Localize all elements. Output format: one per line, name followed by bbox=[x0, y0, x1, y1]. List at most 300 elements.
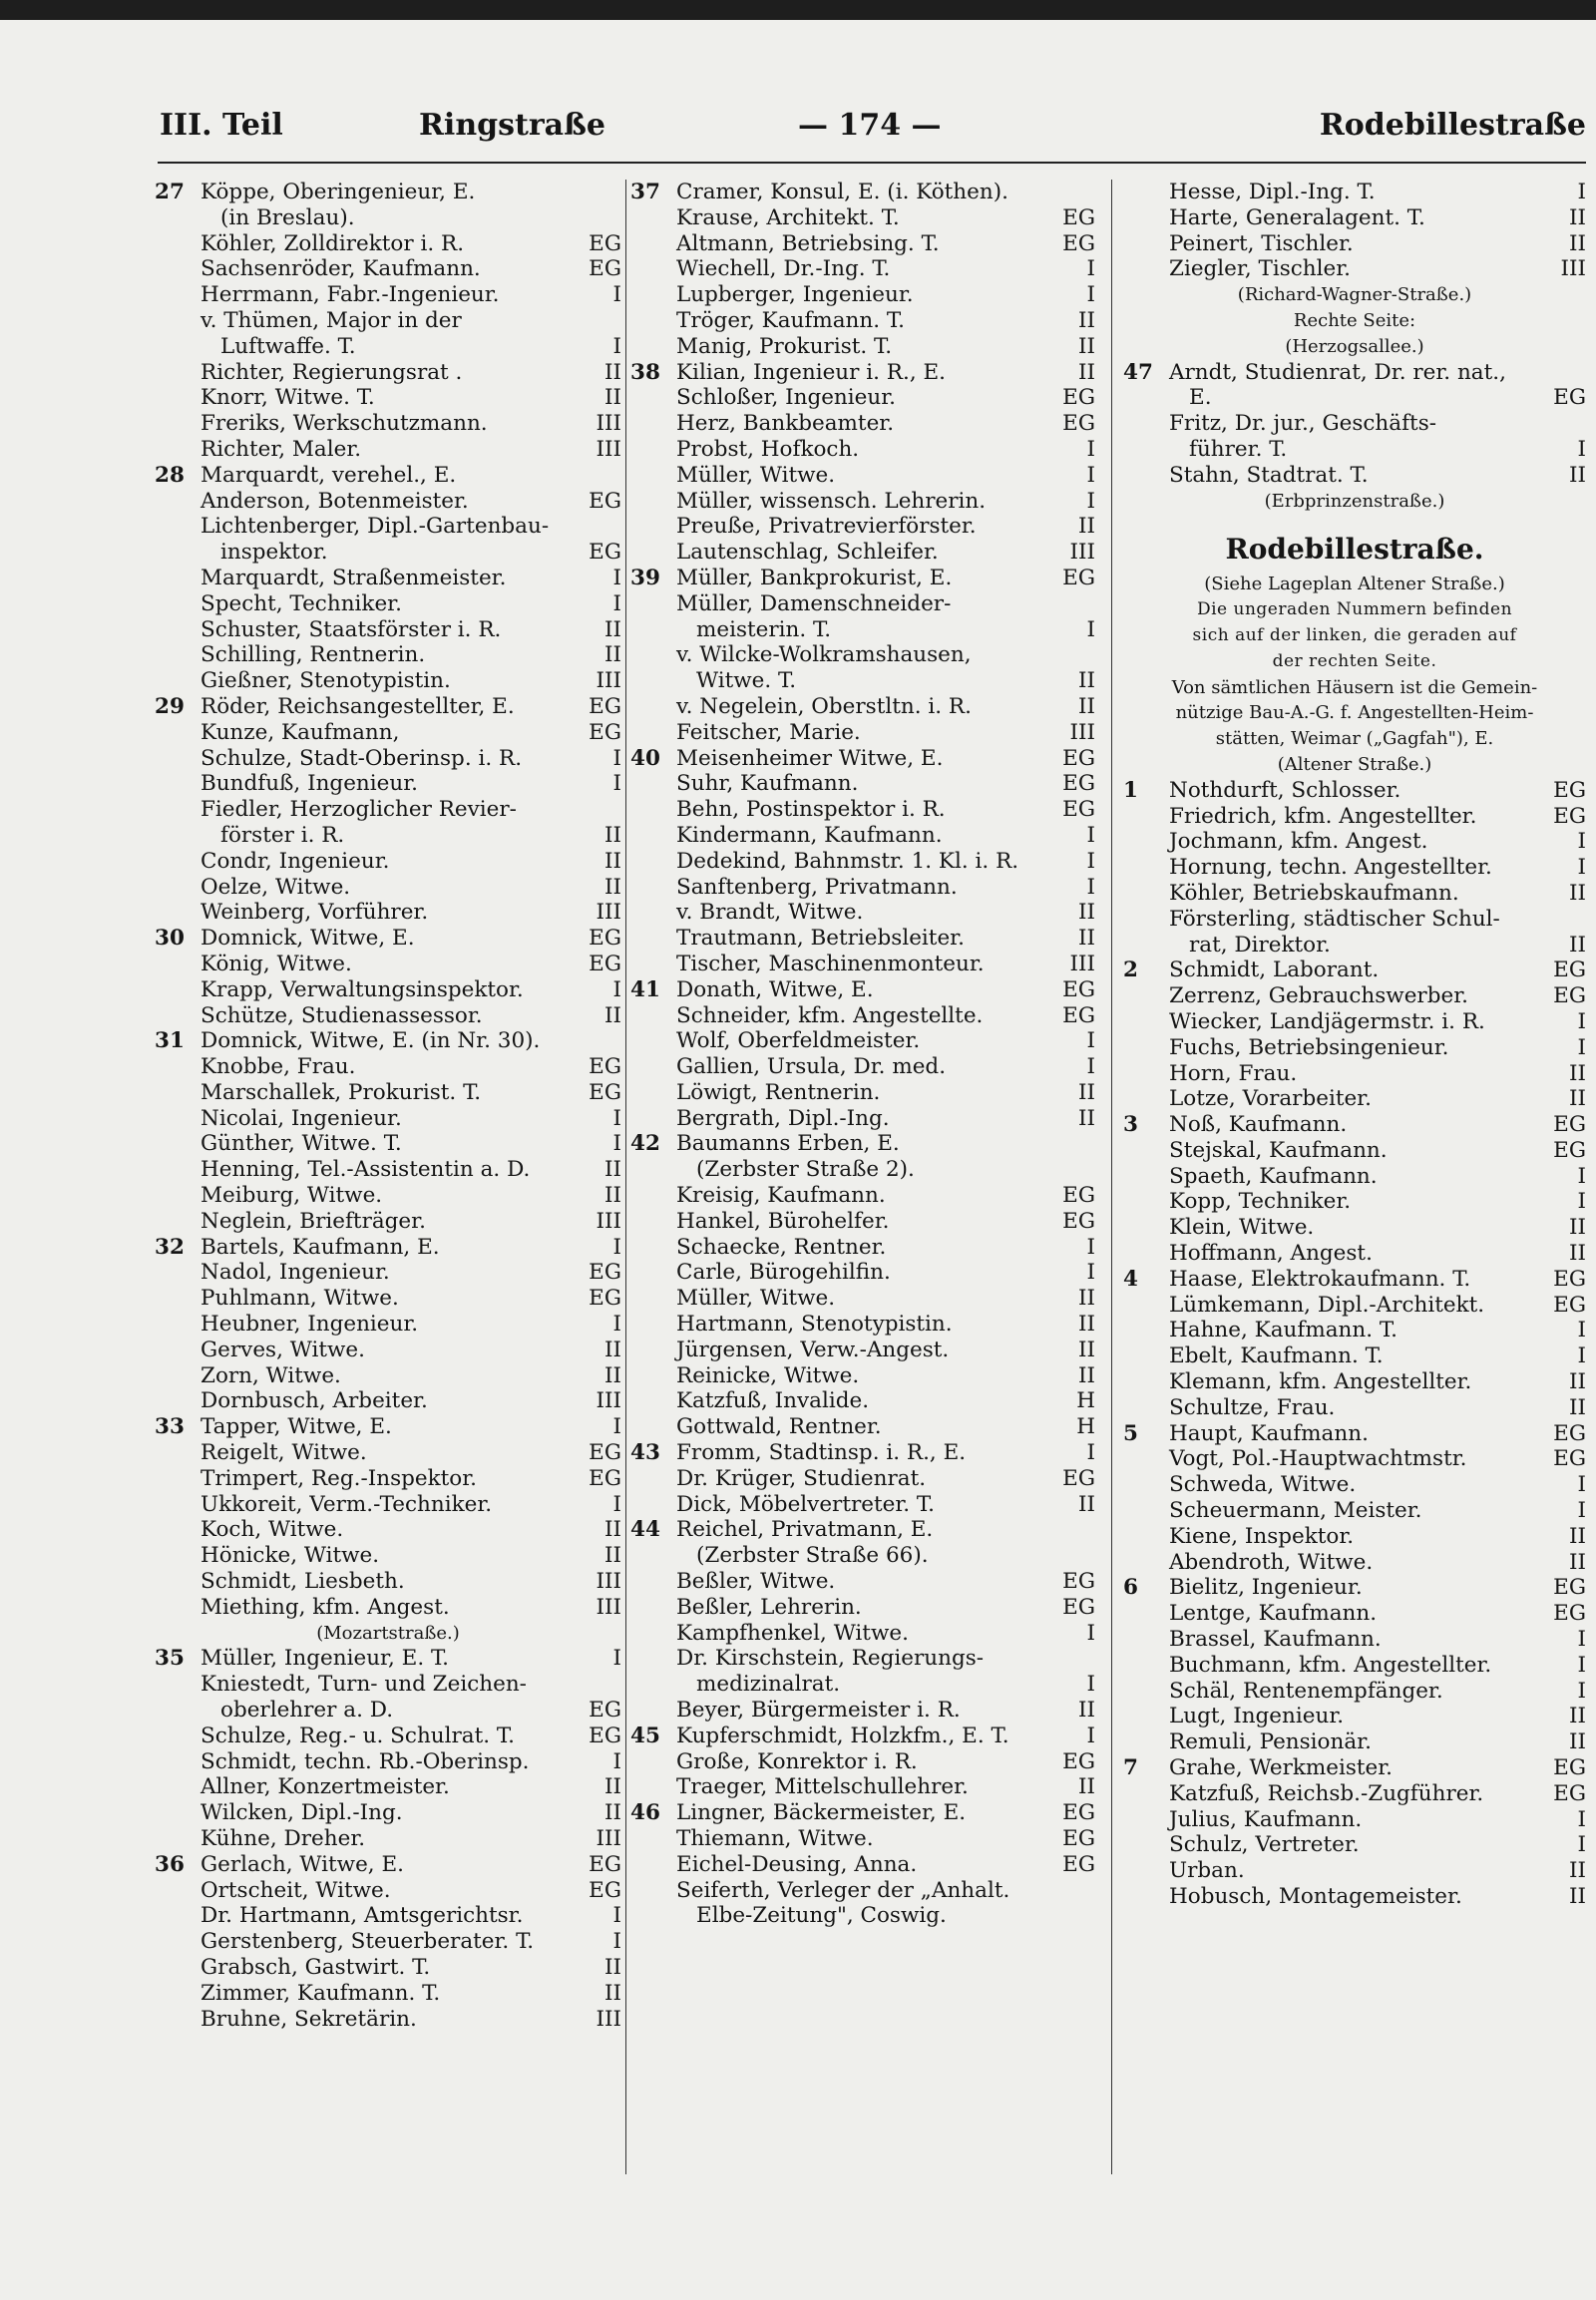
directory-entry bbox=[630, 900, 1095, 926]
resident-name: Brassel, Kaufmann. bbox=[1169, 1627, 1382, 1653]
resident-name: Ortscheit, Witwe. bbox=[200, 1877, 391, 1903]
directory-entry bbox=[155, 437, 621, 463]
directory-entry bbox=[630, 642, 1095, 668]
floor-label: II bbox=[604, 1337, 621, 1362]
directory-entry bbox=[155, 1724, 621, 1749]
floor-label: III bbox=[1560, 256, 1586, 282]
resident-name: Dick, Möbelvertreter. T. bbox=[676, 1491, 935, 1517]
directory-entry bbox=[1123, 1729, 1586, 1755]
directory-entry bbox=[630, 720, 1095, 746]
resident-name: E. bbox=[1189, 385, 1212, 411]
directory-entry bbox=[630, 926, 1095, 952]
resident-name: Dr. Hartmann, Amtsgerichtsr. bbox=[200, 1903, 524, 1929]
directory-entry bbox=[155, 1363, 621, 1389]
floor-label: II bbox=[604, 616, 621, 642]
resident-name: Condr, Ingenieur. bbox=[200, 848, 390, 874]
resident-name: Ebelt, Kaufmann. T. bbox=[1169, 1343, 1384, 1369]
resident-name: Schulze, Reg.- u. Schulrat. T. bbox=[200, 1723, 515, 1748]
floor-label: EG bbox=[1062, 204, 1095, 230]
floor-label: II bbox=[604, 1517, 621, 1543]
directory-entry bbox=[630, 1903, 1095, 1929]
directory-entry bbox=[155, 1981, 621, 2007]
resident-name: Lingner, Bäckermeister, E. bbox=[676, 1800, 967, 1826]
resident-name: Vogt, Pol.-Hauptwachtmstr. bbox=[1169, 1446, 1467, 1472]
directory-entry bbox=[155, 720, 621, 746]
floor-label: EG bbox=[1553, 1137, 1586, 1163]
floor-label: EG bbox=[589, 693, 621, 719]
resident-name: Buchmann, kfm. Angestellter. bbox=[1169, 1652, 1492, 1678]
house-number: 28 bbox=[155, 462, 185, 488]
floor-label: EG bbox=[1553, 803, 1586, 829]
directory-entry bbox=[1123, 1704, 1586, 1729]
directory-entry bbox=[630, 308, 1095, 334]
floor-label: II bbox=[1569, 1060, 1586, 1086]
resident-name: Lichtenberger, Dipl.-Gartenbau- bbox=[200, 514, 550, 540]
directory-entry bbox=[1123, 829, 1586, 855]
street-left-title: Ringstraße bbox=[419, 108, 605, 143]
floor-label: EG bbox=[1062, 1800, 1095, 1826]
directory-entry bbox=[155, 231, 621, 257]
house-number: 5 bbox=[1123, 1420, 1138, 1446]
directory-entry bbox=[630, 1157, 1095, 1183]
resident-name: Lautenschlag, Schleifer. bbox=[676, 540, 939, 566]
floor-label: EG bbox=[1062, 230, 1095, 256]
resident-name: Bruhne, Sekretärin. bbox=[200, 2006, 417, 2032]
directory-entry bbox=[630, 514, 1095, 540]
directory-entry bbox=[155, 1131, 621, 1157]
directory-entry bbox=[155, 385, 621, 411]
directory-entry bbox=[155, 1028, 621, 1054]
resident-name: Gerlach, Witwe, E. bbox=[200, 1851, 404, 1877]
floor-label: II bbox=[604, 359, 621, 385]
resident-name: Manig, Prokurist. T. bbox=[676, 333, 893, 359]
resident-name: Bundfuß, Ingenieur. bbox=[200, 771, 418, 797]
section-note: Die ungeraden Nummern befinden bbox=[1196, 599, 1513, 620]
floor-label: II bbox=[1078, 1337, 1095, 1362]
floor-label: III bbox=[596, 411, 621, 437]
floor-label: II bbox=[1569, 204, 1586, 230]
resident-name: Müller, Bankprokurist, E. bbox=[676, 565, 953, 590]
directory-entry bbox=[155, 1106, 621, 1132]
directory-entry bbox=[155, 1209, 621, 1235]
floor-label: I bbox=[1086, 488, 1095, 514]
resident-name: Suhr, Kaufmann. bbox=[676, 771, 859, 797]
resident-name: Meisenheimer Witwe, E. bbox=[676, 745, 944, 771]
directory-entry bbox=[155, 282, 621, 308]
resident-name: Dornbusch, Arbeiter. bbox=[200, 1388, 428, 1414]
resident-name: Müller, Witwe. bbox=[676, 462, 836, 488]
resident-name: Günther, Witwe. T. bbox=[200, 1131, 402, 1157]
house-number: 39 bbox=[630, 565, 660, 590]
resident-name: Peinert, Tischler. bbox=[1169, 230, 1354, 256]
resident-name: Heubner, Ingenieur. bbox=[200, 1312, 419, 1338]
directory-entry bbox=[1123, 1164, 1586, 1190]
directory-entry bbox=[155, 1774, 621, 1800]
directory-entry bbox=[630, 1028, 1095, 1054]
resident-name: Köppe, Oberingenieur, E. bbox=[200, 180, 476, 204]
resident-name: Katzfuß, Invalide. bbox=[676, 1388, 870, 1414]
floor-label: EG bbox=[1062, 1748, 1095, 1774]
resident-name: v. Thümen, Major in der bbox=[200, 307, 462, 333]
floor-label: EG bbox=[589, 1465, 621, 1491]
directory-entry bbox=[1123, 1627, 1586, 1653]
floor-label: III bbox=[1069, 719, 1095, 745]
resident-name: Knobbe, Frau. bbox=[200, 1054, 356, 1080]
directory-entry bbox=[1123, 804, 1586, 830]
floor-label: III bbox=[596, 1208, 621, 1234]
resident-name: Bergrath, Dipl.-Ing. bbox=[676, 1105, 890, 1131]
directory-entry bbox=[155, 617, 621, 643]
floor-label: II bbox=[1569, 1858, 1586, 1884]
floor-label: II bbox=[1078, 333, 1095, 359]
floor-label: I bbox=[612, 565, 621, 590]
floor-label: I bbox=[1086, 256, 1095, 282]
house-number: 33 bbox=[155, 1414, 185, 1440]
directory-entry bbox=[630, 256, 1095, 282]
house-number: 35 bbox=[155, 1646, 185, 1672]
floor-label: EG bbox=[1062, 1569, 1095, 1595]
floor-label: EG bbox=[1553, 1601, 1586, 1627]
directory-entry bbox=[1123, 1498, 1586, 1524]
floor-label: III bbox=[1069, 951, 1095, 976]
directory-entry bbox=[155, 1312, 621, 1338]
resident-name: Lupberger, Ingenieur. bbox=[676, 282, 914, 308]
resident-name: Tröger, Kaufmann. T. bbox=[676, 307, 905, 333]
directory-entry bbox=[1123, 437, 1586, 463]
directory-entry bbox=[630, 463, 1095, 489]
directory-entry bbox=[630, 437, 1095, 463]
resident-name: Nicolai, Ingenieur. bbox=[200, 1105, 402, 1131]
resident-name: Müller, Ingenieur, E. T. bbox=[200, 1646, 450, 1672]
directory-entry bbox=[155, 1646, 621, 1672]
scan-edge bbox=[0, 0, 1596, 20]
directory-entry bbox=[1123, 1086, 1586, 1112]
resident-name: Große, Konrektor i. R. bbox=[676, 1748, 918, 1774]
resident-name: Nadol, Ingenieur. bbox=[200, 1260, 390, 1286]
resident-name: Röder, Reichsangestellter, E. bbox=[200, 693, 515, 719]
resident-name: Scheuermann, Meister. bbox=[1169, 1498, 1422, 1524]
directory-entry bbox=[630, 1595, 1095, 1621]
directory-entry bbox=[630, 1826, 1095, 1852]
resident-name: Lentge, Kaufmann. bbox=[1169, 1601, 1378, 1627]
directory-entry bbox=[1123, 1009, 1586, 1035]
directory-entry bbox=[155, 489, 621, 515]
floor-label: EG bbox=[589, 1851, 621, 1877]
directory-entry bbox=[630, 977, 1095, 1003]
resident-name: Specht, Techniker. bbox=[200, 590, 402, 616]
resident-name: Domnick, Witwe, E. bbox=[200, 926, 415, 952]
floor-label: I bbox=[612, 1491, 621, 1517]
resident-name: Grabsch, Gastwirt. T. bbox=[200, 1954, 431, 1980]
page-number: — 174 — bbox=[798, 108, 942, 143]
resident-name: Miething, kfm. Angest. bbox=[200, 1594, 450, 1620]
floor-label: III bbox=[596, 668, 621, 694]
floor-label: II bbox=[604, 1362, 621, 1388]
directory-entry bbox=[155, 1466, 621, 1492]
resident-name: Haase, Elektrokaufmann. T. bbox=[1169, 1266, 1471, 1292]
resident-name: Sachsenröder, Kaufmann. bbox=[200, 256, 481, 282]
resident-name: Neglein, Briefträger. bbox=[200, 1208, 426, 1234]
resident-name: Marquardt, Straßenmeister. bbox=[200, 565, 507, 590]
directory-entry bbox=[155, 1595, 621, 1621]
resident-name: v. Negelein, Oberstltn. i. R. bbox=[676, 693, 972, 719]
directory-entry bbox=[1123, 778, 1586, 804]
resident-name: Trimpert, Reg.-Inspektor. bbox=[200, 1465, 477, 1491]
floor-label: EG bbox=[1553, 958, 1586, 983]
floor-label: II bbox=[604, 1002, 621, 1028]
directory-entry bbox=[630, 1698, 1095, 1724]
house-number: 40 bbox=[630, 745, 660, 771]
directory-entry bbox=[630, 1440, 1095, 1466]
house-number: 31 bbox=[155, 1028, 185, 1054]
floor-label: III bbox=[596, 2006, 621, 2032]
floor-label: EG bbox=[1553, 1446, 1586, 1472]
floor-label: I bbox=[612, 1234, 621, 1260]
floor-label: I bbox=[1086, 616, 1095, 642]
section-note: (Siehe Lageplan Altener Straße.) bbox=[1204, 574, 1505, 595]
floor-label: I bbox=[612, 1903, 621, 1929]
resident-name: Schmidt, Laborant. bbox=[1169, 958, 1380, 983]
directory-entry bbox=[155, 1235, 621, 1261]
resident-name: Schweda, Witwe. bbox=[1169, 1472, 1357, 1498]
floor-label: EG bbox=[1553, 983, 1586, 1009]
resident-name: Marquardt, verehel., E. bbox=[200, 462, 457, 488]
resident-name: Fiedler, Herzoglicher Revier- bbox=[200, 797, 517, 823]
floor-label: II bbox=[604, 848, 621, 874]
directory-entry bbox=[1123, 1112, 1586, 1138]
directory-entry bbox=[155, 308, 621, 334]
house-number: 36 bbox=[155, 1851, 185, 1877]
resident-name: Arndt, Studienrat, Dr. rer. nat., bbox=[1169, 359, 1506, 385]
directory-entry bbox=[155, 1929, 621, 1955]
resident-name: Krause, Architekt. T. bbox=[676, 204, 900, 230]
directory-entry bbox=[155, 334, 621, 360]
floor-label: I bbox=[612, 1105, 621, 1131]
floor-label: III bbox=[596, 436, 621, 462]
resident-name: v. Wilcke-Wolkramshausen, bbox=[676, 642, 972, 668]
floor-label: II bbox=[1078, 926, 1095, 952]
directory-entry bbox=[155, 1826, 621, 1852]
resident-name: Schmidt, Liesbeth. bbox=[200, 1569, 405, 1595]
floor-label: II bbox=[1569, 1086, 1586, 1112]
directory-entry bbox=[155, 771, 621, 797]
resident-name: Weinberg, Vorführer. bbox=[200, 900, 429, 926]
floor-label: III bbox=[596, 900, 621, 926]
resident-name: Hartmann, Stenotypistin. bbox=[676, 1312, 953, 1338]
directory-entry bbox=[630, 282, 1095, 308]
resident-name: Carle, Bürogehilfin. bbox=[676, 1260, 891, 1286]
floor-label: EG bbox=[1062, 797, 1095, 823]
directory-entry bbox=[630, 1414, 1095, 1440]
floor-label: II bbox=[604, 1543, 621, 1569]
floor-label: I bbox=[1577, 1472, 1586, 1498]
resident-name: (Zerbster Straße 66). bbox=[696, 1543, 929, 1569]
directory-entry bbox=[630, 1466, 1095, 1492]
floor-label: III bbox=[596, 1388, 621, 1414]
directory-entry bbox=[630, 1517, 1095, 1543]
house-number: 42 bbox=[630, 1131, 660, 1157]
resident-name: Schuster, Staatsförster i. R. bbox=[200, 616, 502, 642]
resident-name: Lugt, Ingenieur. bbox=[1169, 1704, 1345, 1729]
directory-entry bbox=[1123, 907, 1586, 933]
resident-name: Müller, wissensch. Lehrerin. bbox=[676, 488, 987, 514]
street-right-title: Rodebillestraße bbox=[1319, 108, 1586, 143]
resident-name: Katzfuß, Reichsb.-Zugführer. bbox=[1169, 1780, 1484, 1806]
floor-label: I bbox=[612, 1646, 621, 1672]
floor-label: EG bbox=[1553, 1266, 1586, 1292]
resident-name: Klein, Witwe. bbox=[1169, 1215, 1315, 1241]
directory-entry bbox=[155, 668, 621, 694]
floor-label: EG bbox=[1062, 1594, 1095, 1620]
directory-entry bbox=[155, 1543, 621, 1569]
resident-name: Hahne, Kaufmann. T. bbox=[1169, 1318, 1397, 1343]
directory-entry bbox=[155, 952, 621, 977]
directory-entry bbox=[155, 256, 621, 282]
directory-entry bbox=[630, 1724, 1095, 1749]
directory-entry bbox=[630, 746, 1095, 772]
resident-name: Witwe. T. bbox=[696, 668, 797, 694]
floor-label: EG bbox=[1553, 1575, 1586, 1601]
resident-name: Fritz, Dr. jur., Geschäfts- bbox=[1169, 411, 1436, 437]
floor-label: EG bbox=[1553, 385, 1586, 411]
resident-name: Eichel-Deusing, Anna. bbox=[676, 1851, 918, 1877]
floor-label: II bbox=[1569, 932, 1586, 958]
resident-name: Richter, Maler. bbox=[200, 436, 362, 462]
resident-name: Kniestedt, Turn- und Zeichen- bbox=[200, 1672, 527, 1698]
floor-label: II bbox=[1078, 1362, 1095, 1388]
resident-name: Dr. Krüger, Studienrat. bbox=[676, 1465, 927, 1491]
floor-label: EG bbox=[1553, 1112, 1586, 1138]
resident-name: Gallien, Ursula, Dr. med. bbox=[676, 1054, 947, 1080]
resident-name: Zorn, Witwe. bbox=[200, 1362, 341, 1388]
directory-entry bbox=[155, 205, 621, 231]
resident-name: Schütze, Studienassessor. bbox=[200, 1002, 483, 1028]
part-label: III. Teil bbox=[160, 108, 283, 143]
resident-name: Domnick, Witwe, E. (in Nr. 30). bbox=[200, 1028, 541, 1054]
floor-label: II bbox=[1078, 1491, 1095, 1517]
resident-name: Henning, Tel.-Assistentin a. D. bbox=[200, 1157, 531, 1183]
directory-entry bbox=[1123, 983, 1586, 1009]
resident-name: Herz, Bankbeamter. bbox=[676, 411, 895, 437]
column-divider-1 bbox=[625, 180, 626, 2174]
resident-name: Försterling, städtischer Schul- bbox=[1169, 906, 1500, 932]
directory-entry bbox=[155, 1388, 621, 1414]
floor-label: II bbox=[1569, 1369, 1586, 1395]
resident-name: oberlehrer a. D. bbox=[220, 1698, 394, 1724]
floor-label: EG bbox=[1062, 1002, 1095, 1028]
resident-name: Köhler, Betriebskaufmann. bbox=[1169, 880, 1459, 906]
resident-name: Hoffmann, Angest. bbox=[1169, 1241, 1373, 1267]
resident-name: Schulze, Stadt-Oberinsp. i. R. bbox=[200, 745, 523, 771]
directory-entry bbox=[1123, 1138, 1586, 1164]
floor-label: II bbox=[1078, 1698, 1095, 1724]
floor-label: EG bbox=[1553, 1755, 1586, 1781]
column-3 bbox=[1123, 180, 1586, 1910]
floor-label: II bbox=[1569, 1704, 1586, 1729]
directory-entry bbox=[630, 952, 1095, 977]
floor-label: III bbox=[1069, 540, 1095, 566]
floor-label: II bbox=[604, 642, 621, 668]
directory-entry bbox=[630, 489, 1095, 515]
directory-entry bbox=[155, 1286, 621, 1312]
column-divider-2 bbox=[1111, 180, 1112, 2174]
directory-entry bbox=[1123, 205, 1586, 231]
floor-label: I bbox=[1086, 1234, 1095, 1260]
resident-name: (in Breslau). bbox=[220, 204, 355, 230]
floor-label: I bbox=[612, 1929, 621, 1955]
floor-label: II bbox=[604, 1800, 621, 1826]
resident-name: Köhler, Zolldirektor i. R. bbox=[200, 230, 465, 256]
floor-label: EG bbox=[589, 540, 621, 566]
floor-label: II bbox=[1078, 693, 1095, 719]
floor-label: II bbox=[604, 1954, 621, 1980]
floor-label: EG bbox=[589, 719, 621, 745]
resident-name: Hönicke, Witwe. bbox=[200, 1543, 380, 1569]
directory-entry bbox=[1123, 1653, 1586, 1679]
directory-entry bbox=[1123, 1884, 1586, 1910]
floor-label: EG bbox=[1062, 1208, 1095, 1234]
directory-entry bbox=[1123, 1369, 1586, 1395]
directory-entry bbox=[1123, 360, 1586, 386]
floor-label: I bbox=[1086, 1440, 1095, 1466]
house-number: 1 bbox=[1123, 777, 1138, 803]
directory-entry bbox=[630, 1388, 1095, 1414]
resident-name: Thiemann, Witwe. bbox=[676, 1826, 874, 1851]
resident-name: (Zerbster Straße 2). bbox=[696, 1157, 915, 1183]
resident-name: Urban. bbox=[1169, 1858, 1245, 1884]
resident-name: Grahe, Werkmeister. bbox=[1169, 1755, 1394, 1781]
directory-entry bbox=[155, 1852, 621, 1878]
resident-name: Beyer, Bürgermeister i. R. bbox=[676, 1698, 961, 1724]
directory-entry bbox=[155, 411, 621, 437]
directory-entry bbox=[155, 514, 621, 540]
floor-label: II bbox=[604, 822, 621, 848]
resident-name: Julius, Kaufmann. bbox=[1169, 1806, 1363, 1832]
floor-label: I bbox=[1577, 1627, 1586, 1653]
directory-entry bbox=[155, 849, 621, 875]
directory-entry bbox=[155, 463, 621, 489]
floor-label: I bbox=[612, 976, 621, 1002]
directory-entry bbox=[630, 360, 1095, 386]
directory-entry bbox=[155, 1749, 621, 1775]
floor-label: I bbox=[612, 1748, 621, 1774]
directory-entry bbox=[1123, 1061, 1586, 1087]
directory-entry bbox=[155, 977, 621, 1003]
directory-entry bbox=[630, 334, 1095, 360]
directory-entry bbox=[630, 875, 1095, 901]
floor-label: I bbox=[1577, 1832, 1586, 1858]
floor-label: III bbox=[596, 1594, 621, 1620]
directory-entry bbox=[1123, 1421, 1586, 1447]
resident-name: Wiecker, Landjägermstr. i. R. bbox=[1169, 1008, 1485, 1034]
directory-entry bbox=[630, 1054, 1095, 1080]
floor-label: EG bbox=[589, 1054, 621, 1080]
resident-name: Hesse, Dipl.-Ing. T. bbox=[1169, 180, 1376, 204]
resident-name: Kopp, Techniker. bbox=[1169, 1189, 1352, 1215]
resident-name: Gerstenberg, Steuerberater. T. bbox=[200, 1929, 535, 1955]
floor-label: I bbox=[1577, 1163, 1586, 1189]
resident-name: Oelze, Witwe. bbox=[200, 874, 351, 900]
section-note: stätten, Weimar („Gagfah"), E. bbox=[1215, 728, 1494, 750]
directory-entry bbox=[1123, 958, 1586, 983]
floor-label: I bbox=[1086, 1723, 1095, 1748]
floor-label: H bbox=[1076, 1388, 1095, 1414]
resident-name: v. Brandt, Witwe. bbox=[676, 900, 864, 926]
directory-entry bbox=[630, 849, 1095, 875]
resident-name: Baumanns Erben, E. bbox=[676, 1131, 900, 1157]
floor-label: EG bbox=[589, 1698, 621, 1724]
resident-name: Kunze, Kaufmann, bbox=[200, 719, 400, 745]
